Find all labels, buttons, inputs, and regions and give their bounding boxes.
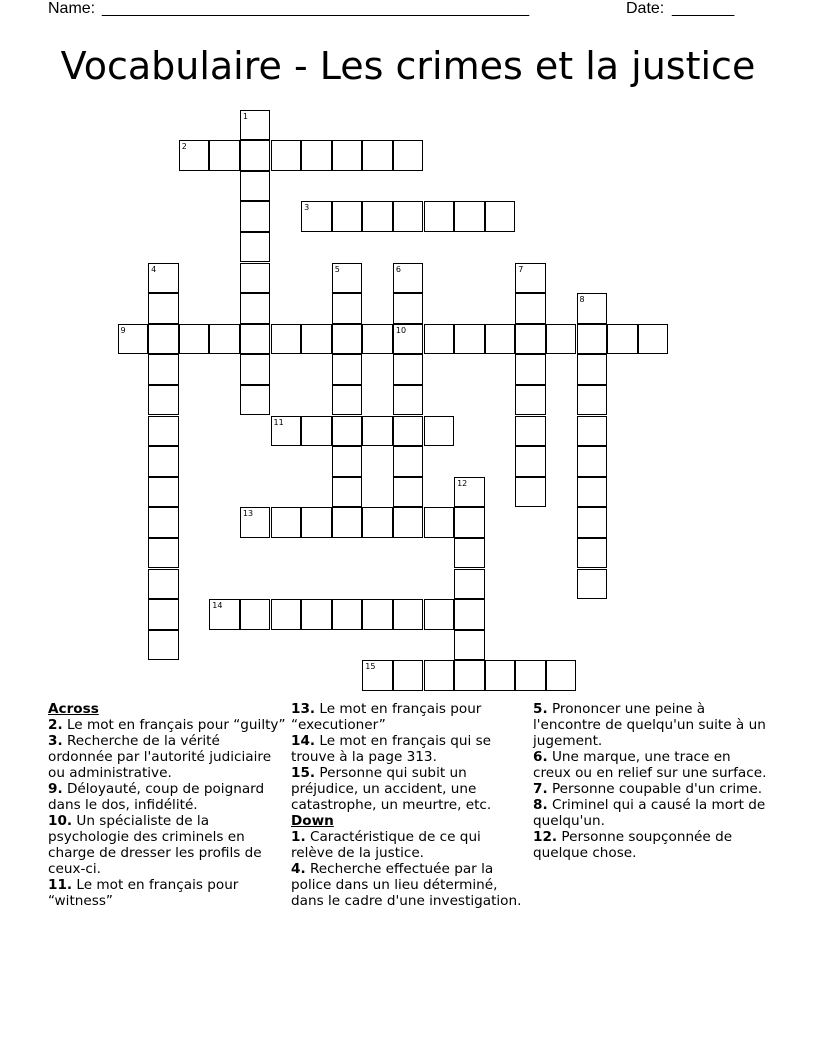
- crossword-cell[interactable]: [301, 201, 332, 232]
- crossword-cell[interactable]: [209, 599, 240, 630]
- clue-across-15: 15. Personne qui subit un préjudice, un accident, une catastrophe, un meurtre, etc.: [291, 765, 492, 813]
- clue-across-10: 10. Un spécialiste de la psychologie des criminels en charge de dresser les profils de ceux-ci.: [48, 813, 262, 877]
- crossword-cell[interactable]: [577, 507, 608, 538]
- clue-down-5: 5. Prononcer une peine à l'encontre de quelqu'un suite à un jugement.: [533, 701, 766, 749]
- crossword-cell[interactable]: [148, 354, 179, 385]
- crossword-cell[interactable]: [332, 201, 363, 232]
- clue-number: 11: [273, 417, 284, 427]
- clue-number: 7: [518, 264, 524, 274]
- crossword-cell[interactable]: [301, 140, 332, 171]
- crossword-cell[interactable]: [424, 660, 455, 691]
- clue-down-8: 8. Criminel qui a causé la mort de quelqu'un.: [533, 797, 766, 829]
- name-label: Name:: [48, 0, 96, 17]
- crossword-cell[interactable]: [209, 140, 240, 171]
- crossword-cell[interactable]: [485, 660, 516, 691]
- clue-down-7: 7. Personne coupable d'un crime.: [533, 781, 763, 797]
- crossword-cell[interactable]: [209, 324, 240, 355]
- crossword-cell[interactable]: [424, 416, 455, 447]
- clue-down-6: 6. Une marque, une trace en creux ou en relief sur une surface.: [533, 749, 767, 781]
- clue-across-14: 14. Le mot en français qui se trouve à la page 313.: [291, 733, 492, 765]
- crossword-cell[interactable]: [454, 630, 485, 661]
- crossword-cell[interactable]: [577, 293, 608, 324]
- crossword-cell[interactable]: [515, 416, 546, 447]
- clue-down-1: 1. Caractéristique de ce qui relève de la justice.: [291, 829, 481, 861]
- clue-across-3: 3. Recherche de la vérité ordonnée par l'autorité judiciaire ou administrative.: [48, 733, 272, 781]
- crossword-cell[interactable]: [332, 354, 363, 385]
- crossword-cell[interactable]: [301, 324, 332, 355]
- crossword-cell[interactable]: [515, 385, 546, 416]
- crossword-cell[interactable]: [240, 354, 271, 385]
- clue-across-9: 9. Déloyauté, coup de poignard dans le dos, infidélité.: [48, 781, 265, 813]
- clue-down-12: 12. Personne soupçonnée de quelque chose.: [533, 829, 733, 861]
- crossword-cell[interactable]: [424, 599, 455, 630]
- crossword-cell[interactable]: [148, 477, 179, 508]
- crossword-cell[interactable]: [148, 507, 179, 538]
- date-line[interactable]: _______: [672, 0, 735, 17]
- crossword-cell[interactable]: [148, 630, 179, 661]
- crossword-cell[interactable]: [240, 324, 271, 355]
- crossword-cell[interactable]: [332, 446, 363, 477]
- crossword-cell[interactable]: [332, 140, 363, 171]
- crossword-cell[interactable]: [515, 293, 546, 324]
- crossword-cell[interactable]: [515, 354, 546, 385]
- clue-down-4: 4. Recherche effectuée par la police dans un lieu déterminé, dans le cadre d'une investigation.: [291, 861, 522, 909]
- crossword-cell[interactable]: [393, 140, 424, 171]
- clue-number: 4: [151, 264, 157, 274]
- clue-across-13: 13. Le mot en français pour “executioner”: [291, 701, 482, 733]
- crossword-cell[interactable]: [240, 263, 271, 294]
- crossword-cell[interactable]: [546, 324, 577, 355]
- clue-number: 2: [181, 142, 187, 152]
- crossword-cell[interactable]: [515, 477, 546, 508]
- crossword-cell[interactable]: [148, 416, 179, 447]
- across-heading: Across: [48, 701, 99, 717]
- crossword-cell[interactable]: [393, 507, 424, 538]
- crossword-cell[interactable]: [393, 354, 424, 385]
- crossword-cell[interactable]: [271, 140, 302, 171]
- crossword-cell[interactable]: [485, 324, 516, 355]
- date-label: Date:: [626, 0, 665, 17]
- crossword-cell[interactable]: [454, 660, 485, 691]
- crossword-cell[interactable]: [240, 385, 271, 416]
- crossword-cell[interactable]: [148, 599, 179, 630]
- crossword-cell[interactable]: [362, 324, 393, 355]
- crossword-cell[interactable]: [515, 324, 546, 355]
- crossword-cell[interactable]: [362, 201, 393, 232]
- crossword-cell[interactable]: [577, 477, 608, 508]
- crossword-cell[interactable]: [179, 324, 210, 355]
- crossword-cell[interactable]: [240, 201, 271, 232]
- crossword-cell[interactable]: [393, 263, 424, 294]
- crossword-cell[interactable]: [454, 201, 485, 232]
- crossword-cell[interactable]: [577, 385, 608, 416]
- crossword-cell[interactable]: [271, 507, 302, 538]
- crossword-cell[interactable]: [362, 507, 393, 538]
- clue-number: 15: [365, 662, 376, 672]
- clue-across-11: 11. Le mot en français pour “witness”: [48, 877, 239, 909]
- clue-number: 5: [334, 264, 340, 274]
- crossword-cell[interactable]: [179, 140, 210, 171]
- crossword-cell[interactable]: [393, 201, 424, 232]
- crossword-cell[interactable]: [577, 538, 608, 569]
- crossword-cell[interactable]: [148, 569, 179, 600]
- crossword-cell[interactable]: [393, 660, 424, 691]
- crossword-cell[interactable]: [607, 324, 638, 355]
- crossword-cell[interactable]: [301, 507, 332, 538]
- crossword-cell[interactable]: [454, 324, 485, 355]
- crossword-cell[interactable]: [332, 293, 363, 324]
- crossword-cell[interactable]: [332, 507, 363, 538]
- crossword-cell[interactable]: [454, 538, 485, 569]
- crossword-cell[interactable]: [393, 446, 424, 477]
- crossword-cell[interactable]: [301, 416, 332, 447]
- crossword-cell[interactable]: [454, 477, 485, 508]
- crossword-cell[interactable]: [240, 293, 271, 324]
- crossword-cell[interactable]: [332, 416, 363, 447]
- crossword-cell[interactable]: [393, 293, 424, 324]
- crossword-cell[interactable]: [454, 507, 485, 538]
- crossword-cell[interactable]: [362, 660, 393, 691]
- crossword-cell[interactable]: [393, 385, 424, 416]
- crossword-cell[interactable]: [577, 324, 608, 355]
- clue-number: 14: [212, 601, 223, 611]
- crossword-cell[interactable]: [424, 507, 455, 538]
- clue-number: 12: [457, 478, 468, 488]
- crossword-cell[interactable]: [240, 171, 271, 202]
- crossword-cell[interactable]: [485, 201, 516, 232]
- crossword-cell[interactable]: [515, 263, 546, 294]
- crossword-cell[interactable]: [240, 110, 271, 141]
- crossword-cell[interactable]: [393, 416, 424, 447]
- crossword-cell[interactable]: [362, 140, 393, 171]
- crossword-cell[interactable]: [148, 538, 179, 569]
- clues-column-3: [533, 701, 769, 861]
- crossword-cell[interactable]: [362, 416, 393, 447]
- page-title: Vocabulaire - Les crimes et la justice: [60, 44, 756, 88]
- crossword-cell[interactable]: [577, 416, 608, 447]
- crossword-cell[interactable]: [332, 263, 363, 294]
- crossword-cell[interactable]: [332, 599, 363, 630]
- crossword-cell[interactable]: [393, 599, 424, 630]
- crossword-cell[interactable]: [362, 599, 393, 630]
- clue-number: 3: [304, 203, 310, 213]
- crossword-cell[interactable]: [240, 507, 271, 538]
- crossword-cell[interactable]: [546, 660, 577, 691]
- crossword-cell[interactable]: [332, 324, 363, 355]
- crossword-cell[interactable]: [393, 324, 424, 355]
- crossword-cell[interactable]: [424, 201, 455, 232]
- crossword-cell[interactable]: [148, 324, 179, 355]
- clue-number: 10: [395, 325, 407, 335]
- crossword-cell[interactable]: [240, 599, 271, 630]
- crossword-cell[interactable]: [240, 140, 271, 171]
- crossword-cell[interactable]: [271, 599, 302, 630]
- crossword-cell[interactable]: [515, 446, 546, 477]
- crossword-cell[interactable]: [515, 660, 546, 691]
- crossword-cell[interactable]: [332, 477, 363, 508]
- crossword-cell[interactable]: [301, 599, 332, 630]
- crossword-cell[interactable]: [271, 416, 302, 447]
- clue-number: 1: [242, 111, 248, 121]
- clue-number: 9: [120, 325, 126, 335]
- clue-number: 6: [395, 264, 401, 274]
- crossword-cell[interactable]: [577, 446, 608, 477]
- crossword-cell[interactable]: [424, 324, 455, 355]
- clue-number: 8: [579, 295, 585, 305]
- crossword-cell[interactable]: [148, 385, 179, 416]
- crossword-cell[interactable]: [148, 293, 179, 324]
- crossword-cell[interactable]: [148, 263, 179, 294]
- clue-number: 13: [242, 509, 254, 519]
- name-line[interactable]: ________________________________________________: [102, 0, 530, 17]
- down-heading: Down: [291, 813, 334, 829]
- crossword-cell[interactable]: [577, 569, 608, 600]
- crossword-cell[interactable]: [393, 477, 424, 508]
- clues-column-1: [48, 701, 286, 909]
- crossword-cell[interactable]: [240, 232, 271, 263]
- crossword-cell[interactable]: [148, 446, 179, 477]
- crossword-cell[interactable]: [577, 354, 608, 385]
- crossword-cell[interactable]: [454, 569, 485, 600]
- crossword-cell[interactable]: [332, 385, 363, 416]
- crossword-cell[interactable]: [638, 324, 669, 355]
- clues-column-2: [291, 701, 527, 909]
- clue-across-2: 2. Le mot en français pour “guilty”: [48, 717, 286, 733]
- crossword-cell[interactable]: [118, 324, 149, 355]
- crossword-cell[interactable]: [271, 324, 302, 355]
- crossword-cell[interactable]: [454, 599, 485, 630]
